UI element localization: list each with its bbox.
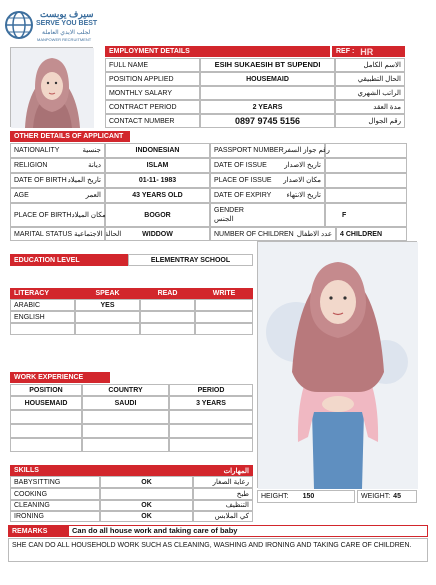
skills-header: SKILLS المهارات <box>10 465 253 476</box>
work-experience-header: WORK EXPERIENCE <box>10 372 110 383</box>
applicant-full-body-photo <box>257 241 417 488</box>
remarks-short: Can do all house work and taking care of baby <box>68 525 428 537</box>
position-applied-label-ar: الحال التطبيقي <box>335 72 405 86</box>
marital-status-label-ar: الحالة الاجتماعية <box>74 230 122 238</box>
weight-value: 45 <box>393 493 401 500</box>
agency-name-en: SERVE YOU BEST <box>36 20 98 27</box>
place-of-issue-label: PLACE OF ISSUE مكان الاصدار <box>210 173 325 188</box>
other-details-header: OTHER DETAILS OF APPLICANT <box>10 131 130 142</box>
arabic-speak: YES <box>75 299 140 311</box>
height-label: HEIGHT: <box>261 493 289 500</box>
ironing-label: IRONING <box>10 511 100 522</box>
place-of-birth-label: PLACE OF BIRTH مكان الميلاد <box>10 203 105 227</box>
date-of-issue-value <box>325 158 407 173</box>
english-read <box>140 311 195 323</box>
number-of-children-label-ar: عدد الاطفال <box>296 230 332 238</box>
english-write <box>195 311 253 323</box>
cleaning-label: CLEANING <box>10 500 100 511</box>
nationality-label-ar: جنسية <box>82 147 101 154</box>
date-of-birth-label: DATE OF BIRTH تاريخ الميلاد <box>10 173 105 188</box>
ironing-label-ar: كي الملابس <box>193 511 253 522</box>
nationality-label: NATIONALITY جنسية <box>10 143 105 158</box>
height-box <box>257 490 355 503</box>
weight-label: WEIGHT: <box>361 493 391 500</box>
period-col-header: PERIOD <box>169 384 253 396</box>
work-empty-row <box>82 438 169 452</box>
agency-name-ar: سيرف يوبست <box>40 9 94 19</box>
cooking-label: COOKING <box>10 488 100 500</box>
full-name-value: ESIH SUKAESIH BT SUPENDI <box>200 58 335 72</box>
age-value: 43 YEARS OLD <box>105 188 210 203</box>
date-of-expiry-label: DATE OF EXPIRY تاريخ الانتهاء <box>210 188 325 203</box>
country-col-header: COUNTRY <box>82 384 169 396</box>
agency-logo <box>4 8 99 44</box>
arabic-read <box>140 299 195 311</box>
position-applied-value: HOUSEMAID <box>200 72 335 86</box>
babysitting-label-ar: رعاية الصغار <box>193 476 253 488</box>
number-of-children-value: 4 CHILDREN <box>336 227 407 241</box>
contract-period-label-ar: مدة العقد <box>335 100 405 114</box>
work-empty-row <box>169 410 253 424</box>
work-empty-row <box>10 410 82 424</box>
work-country-value: SAUDI <box>82 396 169 410</box>
english-label: ENGLISH <box>10 311 75 323</box>
number-of-children-label: NUMBER OF CHILDREN عدد الاطفال <box>210 227 336 241</box>
date-of-birth-label-ar: تاريخ الميلاد <box>67 177 101 184</box>
education-level-value: ELEMENTRAY SCHOOL <box>128 254 253 266</box>
religion-value: ISLAM <box>105 158 210 173</box>
cooking-value <box>100 488 193 500</box>
work-empty-row <box>10 424 82 438</box>
work-empty-row <box>169 438 253 452</box>
agency-tagline-en: MANPOWER RECRUITMENT <box>37 37 92 42</box>
skills-header-ar: المهارات <box>223 467 249 475</box>
work-empty-row <box>82 424 169 438</box>
cooking-label-ar: طبخ <box>193 488 253 500</box>
monthly-salary-label: MONTHLY SALARY <box>105 86 200 100</box>
date-of-birth-value: 01-11- 1983 <box>105 173 210 188</box>
height-value: 150 <box>302 493 315 500</box>
cleaning-label-ar: التنظيف <box>193 500 253 511</box>
arabic-write <box>195 299 253 311</box>
monthly-salary-label-ar: الراتب الشهري <box>335 86 405 100</box>
cleaning-value: OK <box>100 500 193 511</box>
contract-period-value: 2 YEARS <box>200 100 335 114</box>
weight-box <box>357 490 417 503</box>
ref-label: REF : <box>336 48 355 55</box>
ironing-value: OK <box>100 511 193 522</box>
position-col-header: POSITION <box>10 384 82 396</box>
work-experience-table <box>10 384 253 452</box>
date-of-issue-label: DATE OF ISSUE تاريخ الاصدار <box>210 158 325 173</box>
remarks-label: REMARKS <box>8 525 68 537</box>
literacy-empty-row <box>75 323 140 335</box>
full-name-label: FULL NAME <box>105 58 200 72</box>
religion-label-ar: ديانة <box>88 162 101 169</box>
babysitting-value: OK <box>100 476 193 488</box>
place-of-issue-value <box>325 173 407 188</box>
remarks-long: SHE CAN DO ALL HOUSEHOLD WORK SUCH AS CLEANING, WASHING AND IRONING AND TAKING CARE OF CHILDREN. <box>8 538 428 562</box>
place-of-birth-label-ar: مكان الميلاد <box>71 211 106 219</box>
contract-period-label: CONTRACT PERIOD <box>105 100 200 114</box>
applicant-portrait-photo <box>10 47 93 127</box>
education-level-label: EDUCATION LEVEL <box>10 254 128 266</box>
english-speak <box>75 311 140 323</box>
place-of-birth-value: BOGOR <box>105 203 210 227</box>
literacy-empty-row <box>195 323 253 335</box>
date-of-expiry-label-ar: تاريخ الانتهاء <box>286 192 321 199</box>
speak-header: SPEAK <box>75 288 140 299</box>
date-of-issue-label-ar: تاريخ الاصدار <box>284 162 321 169</box>
passport-number-label-ar: رقم جواز السفر <box>283 147 330 154</box>
place-of-issue-label-ar: مكان الاصدار <box>283 177 321 184</box>
other-details-table <box>10 143 407 243</box>
contact-number-label: CONTACT NUMBER <box>105 114 200 128</box>
globe-logo-icon <box>4 10 34 40</box>
passport-number-label: PASSPORT NUMBER رقم جواز السفر <box>210 143 325 158</box>
nationality-value: INDONESIAN <box>105 143 210 158</box>
full-name-label-ar: الاسم الكامل <box>335 58 405 72</box>
passport-number-value <box>325 143 407 158</box>
arabic-label: ARABIC <box>10 299 75 311</box>
literacy-table <box>10 288 253 338</box>
age-label: AGE العمر <box>10 188 105 203</box>
literacy-header: LITERACY <box>10 288 75 299</box>
contact-number-value: 0897 9745 5156 <box>200 114 335 128</box>
agency-tagline-ar: لجلب الايدي العاملة <box>42 30 91 36</box>
ref-box <box>332 46 405 57</box>
date-of-expiry-value <box>325 188 407 203</box>
babysitting-label: BABYSITTING <box>10 476 100 488</box>
skills-table <box>10 476 253 522</box>
ref-value: HR <box>360 46 374 57</box>
position-applied-label: POSITION APPLIED <box>105 72 200 86</box>
work-position-value: HOUSEMAID <box>10 396 82 410</box>
work-empty-row <box>82 410 169 424</box>
gender-value: F <box>325 203 407 227</box>
write-header: WRITE <box>195 288 253 299</box>
gender-label: GENDER الجنس <box>210 203 325 227</box>
literacy-empty-row <box>10 323 75 335</box>
employment-table <box>105 58 405 128</box>
monthly-salary-value <box>200 86 335 100</box>
religion-label: RELIGION ديانة <box>10 158 105 173</box>
gender-label-ar: الجنس <box>214 216 234 223</box>
work-empty-row <box>169 424 253 438</box>
contact-number-label-ar: رقم الجوال <box>335 114 405 128</box>
employment-details-header: EMPLOYMENT DETAILS <box>105 46 330 57</box>
literacy-empty-row <box>140 323 195 335</box>
work-empty-row <box>10 438 82 452</box>
read-header: READ <box>140 288 195 299</box>
marital-status-label: MARITAL STATUS الحالة الاجتماعية <box>10 227 105 241</box>
marital-status-value: WIDDOW <box>105 227 210 241</box>
work-period-value: 3 YEARS <box>169 396 253 410</box>
age-label-ar: العمر <box>85 192 101 199</box>
